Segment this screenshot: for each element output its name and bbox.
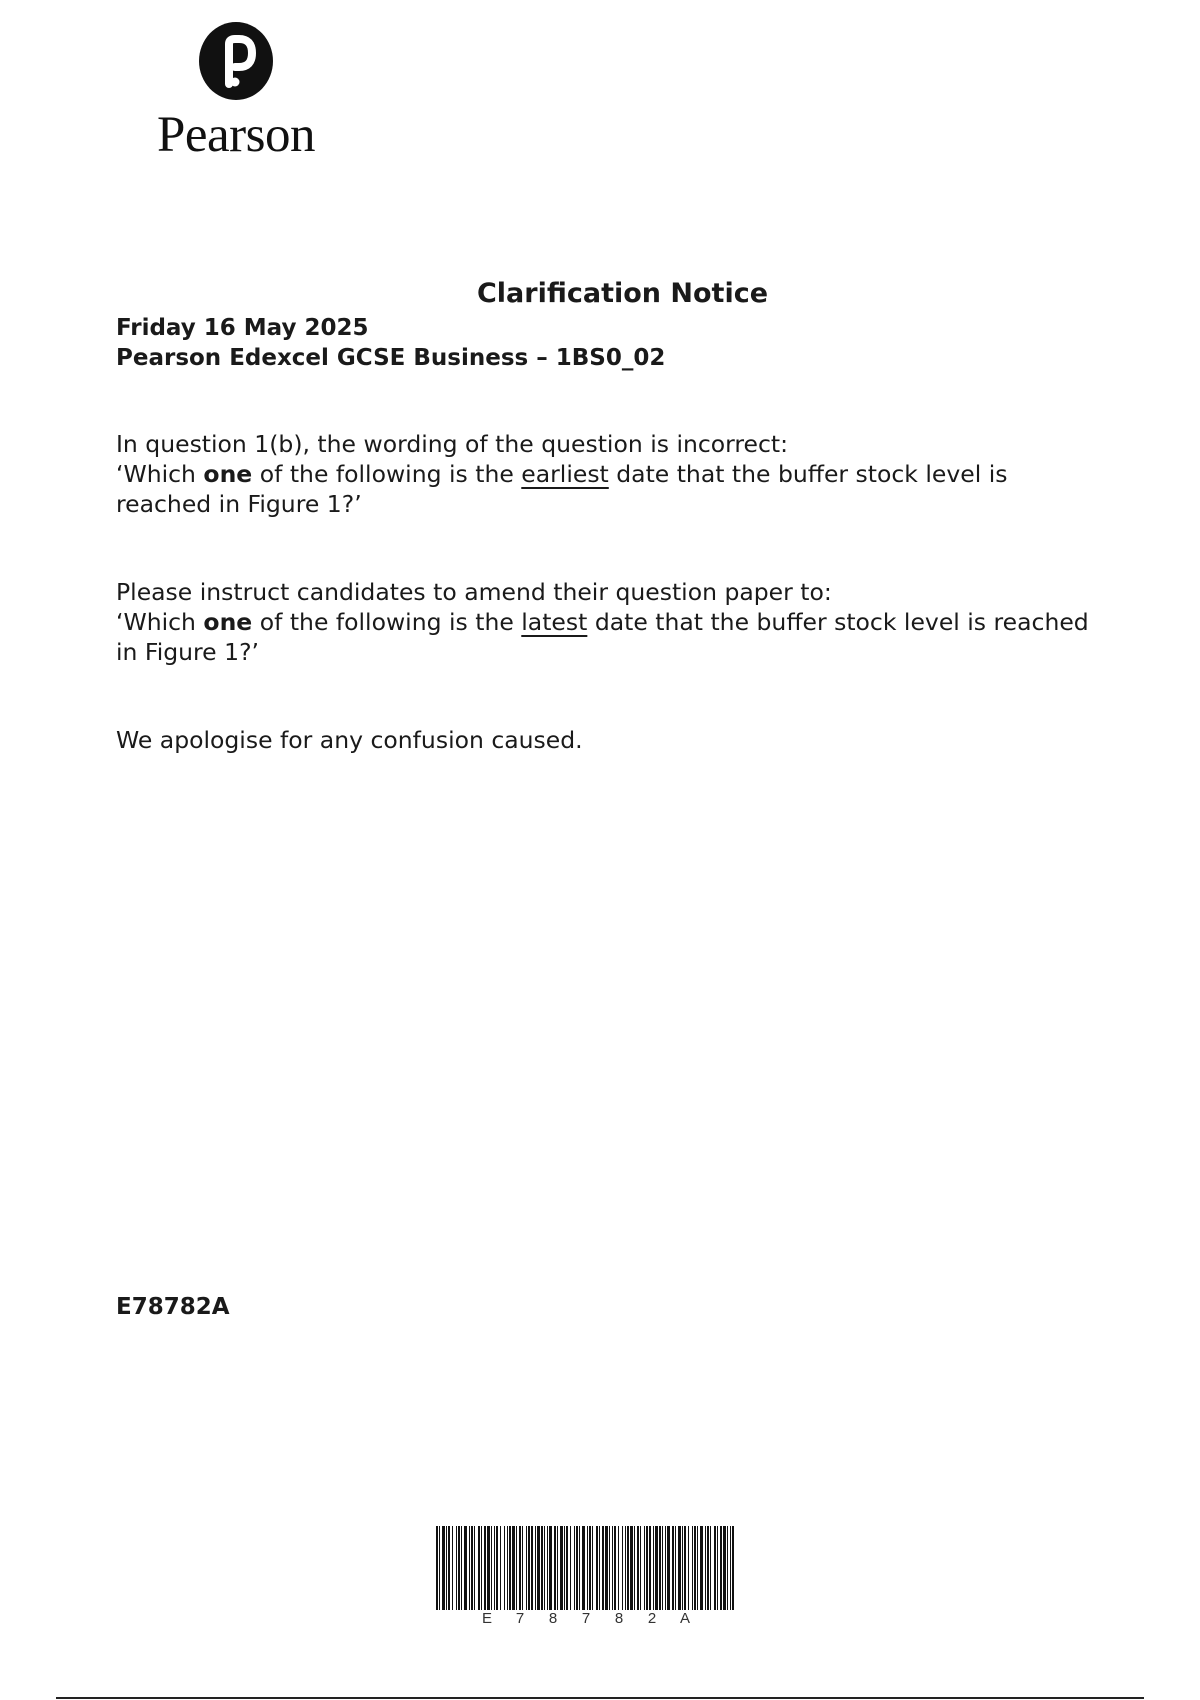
emphasis-text: one — [203, 608, 253, 636]
closing-apology: We apologise for any confusion caused. — [116, 726, 583, 754]
barcode-char: A — [679, 1610, 690, 1627]
paragraph-incorrect-wording — [116, 429, 1106, 519]
paragraph-intro: Please instruct candidates to amend their question paper to: — [116, 578, 832, 606]
paragraph-amend-instruction — [116, 577, 1106, 667]
barcode — [434, 1526, 738, 1636]
barcode-char: 7 — [581, 1610, 591, 1627]
notice-subject: Pearson Edexcel GCSE Business – 1BS0_02 — [116, 345, 666, 371]
barcode-char: 8 — [614, 1610, 624, 1627]
page-title: Clarification Notice — [476, 278, 769, 309]
barcode-char: 7 — [515, 1610, 525, 1627]
barcode-char: 8 — [548, 1610, 558, 1627]
underlined-text: earliest — [521, 460, 609, 488]
emphasis-text: one — [203, 460, 253, 488]
pearson-logo — [146, 22, 326, 163]
quoted-question: ‘Which one of the following is the earliest date that the buffer stock level is reached in Figure 1?’ — [116, 460, 1008, 518]
barcode-text — [434, 1610, 738, 1627]
document-code: E78782A — [116, 1294, 230, 1320]
underlined-text: latest — [521, 608, 588, 636]
barcode-char: E — [481, 1610, 492, 1627]
quoted-question: ‘Which one of the following is the latest date that the buffer stock level is reached in Figure 1?’ — [116, 608, 1089, 666]
notice-date: Friday 16 May 2025 — [116, 315, 369, 341]
barcode-bars — [434, 1526, 738, 1610]
notice-meta — [116, 313, 665, 373]
paragraph-intro: In question 1(b), the wording of the question is incorrect: — [116, 430, 789, 458]
pearson-p-icon — [199, 22, 273, 100]
footer-rule — [56, 1697, 1144, 1699]
barcode-char: 2 — [647, 1610, 657, 1627]
logo-wordmark: Pearson — [157, 107, 315, 163]
